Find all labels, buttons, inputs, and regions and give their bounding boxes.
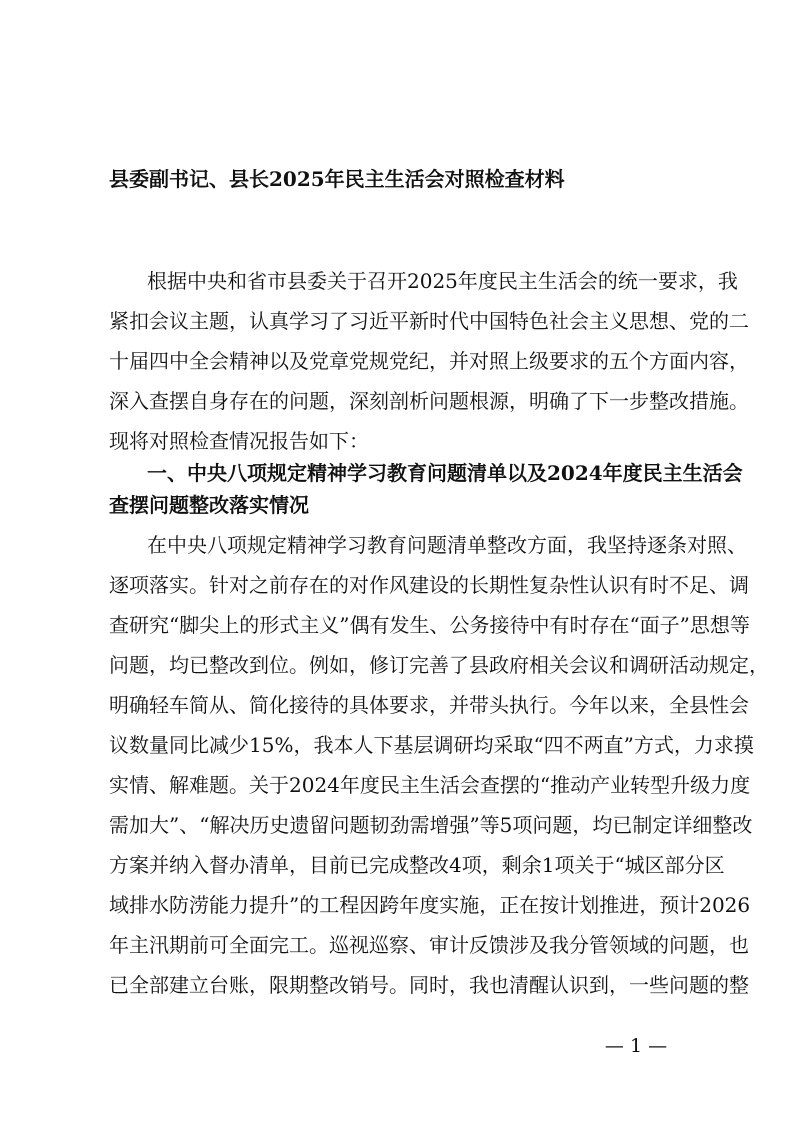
text-line: 方案并纳入督办清单，目前已完成整改4项，剩余1项关于“城区部分区 bbox=[109, 853, 725, 877]
heading-line: 查摆问题整改落实情况 bbox=[109, 493, 309, 517]
text-line: 现将对照检查情况报告如下： bbox=[109, 429, 369, 453]
text-line: 紧扣会议主题，认真学习了习近平新时代中国特色社会主义思想、党的二 bbox=[109, 309, 749, 333]
text-line: 在中央八项规定精神学习教育问题清单整改方面，我坚持逐条对照、 bbox=[147, 533, 747, 557]
text-line: 明确轻车简从、简化接待的具体要求，并带头执行。今年以来，全县性会 bbox=[109, 693, 749, 717]
text-line: 深入查摆自身存在的问题，深刻剖析问题根源，明确了下一步整改措施。 bbox=[109, 389, 749, 413]
text-line: 已全部建立台账，限期整改销号。同时，我也清醒认识到，一些问题的整 bbox=[109, 973, 749, 997]
text-line: 查研究“脚尖上的形式主义”偶有发生、公务接待中有时存在“面子”思想等 bbox=[109, 613, 750, 637]
text-line: 年主汛期前可全面完工。巡视巡察、审计反馈涉及我分管领域的问题，也 bbox=[109, 933, 749, 957]
page-number: — 1 — bbox=[604, 1035, 668, 1057]
text-line: 十届四中全会精神以及党章党规党纪，并对照上级要求的五个方面内容， bbox=[109, 349, 749, 373]
heading-line: 一、中央八项规定精神学习教育问题清单以及2024年度民主生活会 bbox=[147, 461, 743, 485]
text-line: 域排水防涝能力提升”的工程因跨年度实施，正在按计划推进，预计2026 bbox=[109, 893, 751, 917]
document-title: 县委副书记、县长2025年民主生活会对照检查材料 bbox=[109, 167, 565, 191]
text-line: 议数量同比减少15%，我本人下基层调研均采取“四不两直”方式，力求摸 bbox=[109, 733, 754, 757]
text-line: 根据中央和省市县委关于召开2025年度民主生活会的统一要求，我 bbox=[147, 269, 738, 293]
text-line: 需加大”、“解决历史遗留问题韧劲需增强”等5项问题，均已制定详细整改 bbox=[109, 813, 753, 837]
text-line: 实情、解难题。关于2024年度民主生活会查摆的“推动产业转型升级力度 bbox=[109, 773, 751, 797]
text-line: 逐项落实。针对之前存在的对作风建设的长期性复杂性认识有时不足、调 bbox=[109, 573, 749, 597]
text-line: 问题，均已整改到位。例如，修订完善了县政府相关会议和调研活动规定， bbox=[109, 653, 769, 677]
